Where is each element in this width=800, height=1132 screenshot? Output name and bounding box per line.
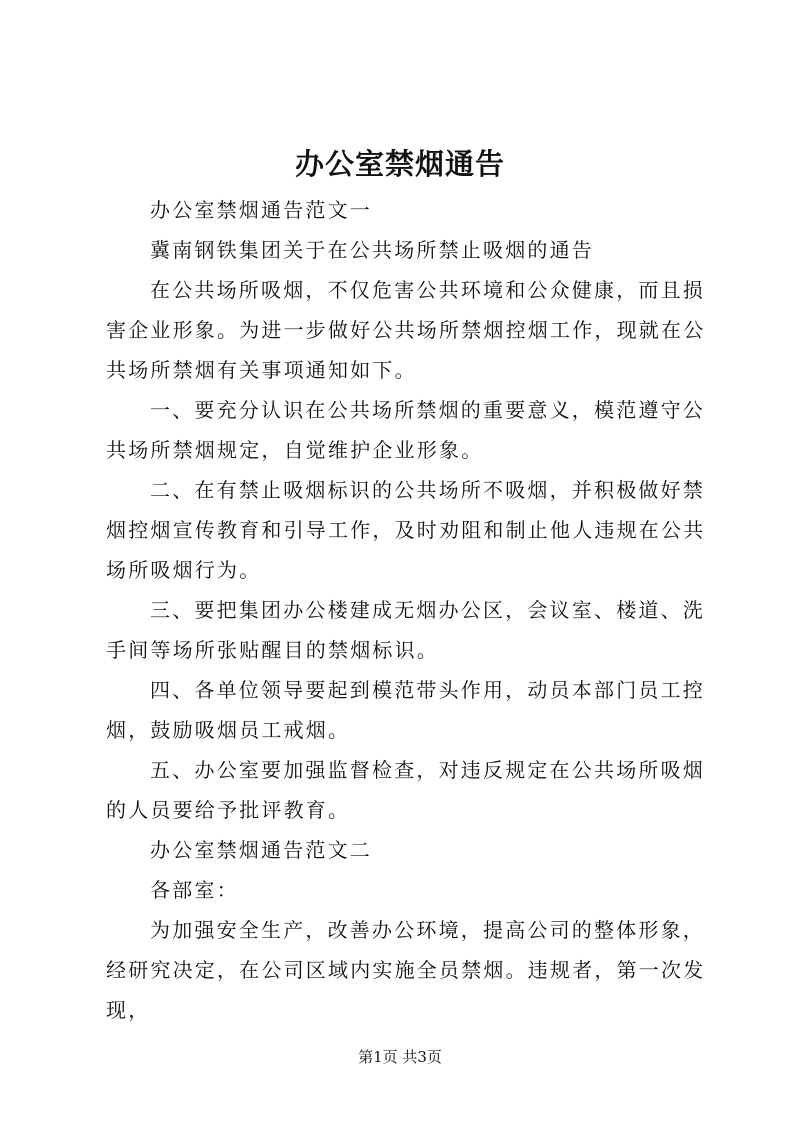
paragraph: 一、要充分认识在公共场所禁烟的重要意义，模范遵守公共场所禁烟规定，自觉维护企业形象。 — [106, 398, 705, 462]
paragraph: 五、办公室要加强监督检查，对违反规定在公共场所吸烟的人员要给予批评教育。 — [106, 758, 705, 822]
paragraph: 为加强安全生产，改善办公环境，提高公司的整体形象，经研究决定，在公司区域内实施全员禁烟。违规者，第一次发现， — [106, 918, 706, 1022]
paragraph: 四、各单位领导要起到模范带头作用，动员本部门员工控烟，鼓励吸烟员工戒烟。 — [106, 678, 705, 742]
page-footer: 第1页 共3页 — [358, 1048, 442, 1066]
paragraph: 二、在有禁止吸烟标识的公共场所不吸烟，并积极做好禁烟控烟宣传教育和引导工作，及时劝阻和制止他人违规在公共场所吸烟行为。 — [106, 478, 706, 582]
paragraph: 办公室禁烟通告范文一 — [150, 198, 372, 222]
paragraph: 办公室禁烟通告范文二 — [150, 838, 372, 862]
paragraph: 在公共场所吸烟，不仅危害公共环境和公众健康，而且损害企业形象。为进一步做好公共场所禁烟控烟工作，现就在公共场所禁烟有关事项通知如下。 — [106, 278, 706, 382]
paragraph: 三、要把集团办公楼建成无烟办公区，会议室、楼道、洗手间等场所张贴醒目的禁烟标识。 — [106, 598, 705, 662]
paragraph: 各部室： — [150, 878, 239, 902]
document-body — [106, 190, 706, 1030]
document-title: 办公室禁烟通告 — [294, 147, 505, 181]
paragraph: 冀南钢铁集团关于在公共场所禁止吸烟的通告 — [150, 238, 594, 262]
